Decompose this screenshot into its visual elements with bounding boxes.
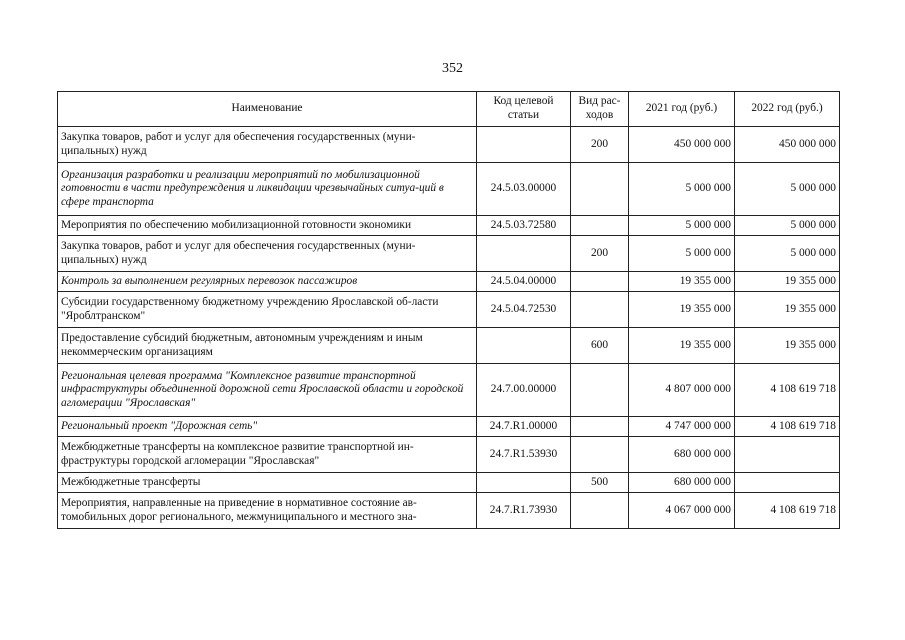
- cell-name: Межбюджетные трансферты на комплексное развитие транспортной ин-фраструктуры городской агломерации "Ярославская": [58, 437, 477, 473]
- cell-expense-type: 500: [571, 473, 629, 493]
- cell-code: 24.7.00.00000: [477, 364, 571, 417]
- cell-2021: 4 807 000 000: [629, 364, 735, 417]
- cell-2022: 4 108 619 718: [735, 493, 840, 529]
- budget-table: [57, 91, 840, 529]
- table-row: [58, 493, 840, 529]
- cell-name: Региональный проект "Дорожная сеть": [58, 417, 477, 437]
- cell-expense-type: [571, 163, 629, 216]
- cell-expense-type: [571, 417, 629, 437]
- cell-code: 24.5.04.00000: [477, 272, 571, 292]
- cell-2022: 19 355 000: [735, 272, 840, 292]
- cell-code: [477, 473, 571, 493]
- cell-2022: 5 000 000: [735, 236, 840, 272]
- cell-name: Предоставление субсидий бюджетным, автономным учреждениям и иным некоммерческим организациям: [58, 328, 477, 364]
- cell-name: Региональная целевая программа "Комплексное развитие транспортной инфраструктуры объединенной дорожной сети Ярославской области и городской агломерации "Ярославская": [58, 364, 477, 417]
- cell-expense-type: 200: [571, 236, 629, 272]
- table-row: [58, 292, 840, 328]
- cell-2021: 19 355 000: [629, 328, 735, 364]
- cell-expense-type: 600: [571, 328, 629, 364]
- table-row: [58, 163, 840, 216]
- cell-expense-type: [571, 364, 629, 417]
- cell-2022: 19 355 000: [735, 328, 840, 364]
- table-body: [58, 127, 840, 529]
- table-row: [58, 364, 840, 417]
- cell-name: Контроль за выполнением регулярных перевозок пассажиров: [58, 272, 477, 292]
- table-row: [58, 127, 840, 163]
- table-row: [58, 216, 840, 236]
- header-2021: 2021 год (руб.): [629, 92, 735, 127]
- cell-name: Закупка товаров, работ и услуг для обеспечения государственных (муни-ципальных) нужд: [58, 236, 477, 272]
- cell-name: Межбюджетные трансферты: [58, 473, 477, 493]
- cell-expense-type: [571, 292, 629, 328]
- cell-2021: 5 000 000: [629, 236, 735, 272]
- cell-2021: 680 000 000: [629, 437, 735, 473]
- header-expense-type: Вид рас-ходов: [571, 92, 629, 127]
- cell-code: [477, 127, 571, 163]
- cell-2022: 4 108 619 718: [735, 417, 840, 437]
- cell-name: Мероприятия, направленные на приведение в нормативное состояние ав-томобильных дорог регионального, межмуниципального и местного зна-: [58, 493, 477, 529]
- cell-2022: 5 000 000: [735, 216, 840, 236]
- cell-code: 24.7.R1.00000: [477, 417, 571, 437]
- cell-2021: 19 355 000: [629, 292, 735, 328]
- cell-2022: [735, 437, 840, 473]
- cell-2021: 680 000 000: [629, 473, 735, 493]
- table-row: [58, 437, 840, 473]
- cell-code: 24.7.R1.73930: [477, 493, 571, 529]
- header-2022: 2022 год (руб.): [735, 92, 840, 127]
- cell-2021: 19 355 000: [629, 272, 735, 292]
- table-row: [58, 272, 840, 292]
- table-row: [58, 417, 840, 437]
- cell-2022: 19 355 000: [735, 292, 840, 328]
- cell-expense-type: [571, 493, 629, 529]
- cell-code: 24.7.R1.53930: [477, 437, 571, 473]
- table-header-row: [58, 92, 840, 127]
- cell-name: Закупка товаров, работ и услуг для обеспечения государственных (муни-ципальных) нужд: [58, 127, 477, 163]
- header-code: Код целевой статьи: [477, 92, 571, 127]
- cell-2021: 5 000 000: [629, 163, 735, 216]
- cell-code: [477, 236, 571, 272]
- cell-expense-type: 200: [571, 127, 629, 163]
- cell-2021: 4 067 000 000: [629, 493, 735, 529]
- cell-2022: 4 108 619 718: [735, 364, 840, 417]
- cell-name: Мероприятия по обеспечению мобилизационной готовности экономики: [58, 216, 477, 236]
- cell-2022: [735, 473, 840, 493]
- cell-expense-type: [571, 216, 629, 236]
- cell-name: Субсидии государственному бюджетному учреждению Ярославской об-ласти "Яроблтранском": [58, 292, 477, 328]
- cell-expense-type: [571, 272, 629, 292]
- table-row: [58, 236, 840, 272]
- cell-code: 24.5.03.00000: [477, 163, 571, 216]
- cell-2021: 4 747 000 000: [629, 417, 735, 437]
- cell-2021: 450 000 000: [629, 127, 735, 163]
- cell-2022: 5 000 000: [735, 163, 840, 216]
- table-row: [58, 473, 840, 493]
- cell-2021: 5 000 000: [629, 216, 735, 236]
- table-row: [58, 328, 840, 364]
- cell-name: Организация разработки и реализации мероприятий по мобилизационной готовности в части предупреждения и ликвидации чрезвычайных ситуа-ций в сфере транспорта: [58, 163, 477, 216]
- cell-code: 24.5.04.72530: [477, 292, 571, 328]
- cell-code: 24.5.03.72580: [477, 216, 571, 236]
- cell-expense-type: [571, 437, 629, 473]
- page-number: 352: [442, 61, 463, 76]
- cell-2022: 450 000 000: [735, 127, 840, 163]
- header-name: Наименование: [58, 92, 477, 127]
- cell-code: [477, 328, 571, 364]
